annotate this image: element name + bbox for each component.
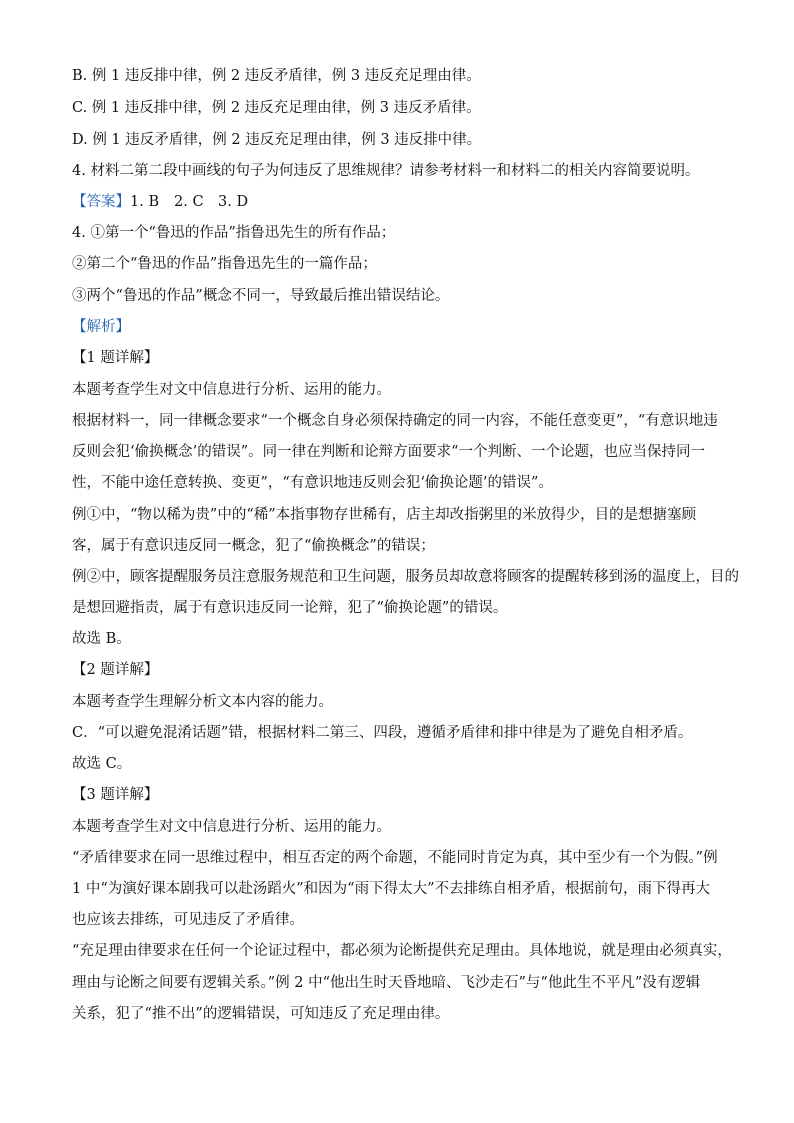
detail-3-line: 1 中“为演好课本剧我可以赴汤蹈火”和因为“雨下得太大”不去排练自相矛盾，根据前句，雨下得再大 — [72, 881, 710, 897]
detail-1-line: 例①中，“物以稀为贵”中的“稀”本指事物存世稀有，店主却改指粥里的米放得少，目的是想搪塞顾 — [72, 507, 697, 523]
answer-q4-line-2: ②第二个“鲁迅的作品”指鲁迅先生的一篇作品； — [72, 256, 377, 272]
detail-1-line: 根据材料一，同一律概念要求“一个概念自身必须保持确定的同一内容，不能任意变更”，“有意识地违 — [72, 413, 718, 429]
detail-3-line: “充足理由律要求在任何一个论证过程中，都必须为论断提供充足理由。具体地说，就是理由必须真实， — [72, 943, 732, 959]
answer-line — [72, 192, 732, 212]
detail-3-line: 理由与论断之间要有逻辑关系。”例 2 中“他出生时天昏地暗、飞沙走石”与“他此生不平凡”没有逻辑 — [72, 975, 701, 991]
detail-1-line: 例②中，顾客提醒服务员注意服务规范和卫生问题，服务员却故意将顾客的提醒转移到汤的温度上，目的 — [72, 569, 739, 585]
option-c: C. 例 1 违反排中律，例 2 违反充足理由律，例 3 违反矛盾律。 — [72, 100, 481, 116]
answer-label: 【答案】 — [72, 194, 130, 210]
detail-2-line: C．“可以避免混淆话题”错，根据材料二第三、四段，遵循矛盾律和排中律是为了避免自相矛盾。 — [72, 725, 693, 741]
option-b: B. 例 1 违反排中律，例 2 违反矛盾律，例 3 违反充足理由律。 — [72, 68, 481, 84]
detail-2-line: 故选 C。 — [72, 756, 132, 772]
detail-1-line: 故选 B。 — [72, 631, 131, 647]
answer-item-2: 2. C — [174, 194, 204, 210]
detail-1-line: 性，不能中途任意转换、变更”，“有意识地违反则会犯‘偷换论题’的错误”。 — [72, 475, 553, 491]
answer-q4-line-1: 4. ①第一个“鲁迅的作品”指鲁迅先生的所有作品； — [72, 225, 396, 241]
detail-2-line: 本题考查学生理解分析文本内容的能力。 — [72, 694, 333, 710]
detail-1-line: 是想回避指责，属于有意识违反同一论辩，犯了“偷换论题”的错误。 — [72, 600, 508, 616]
analysis-label: 【解析】 — [72, 319, 130, 335]
answer-q4-line-3: ③两个“鲁迅的作品”概念不同一，导致最后推出错误结论。 — [72, 288, 450, 304]
answer-item-3: 3. D — [218, 194, 249, 210]
detail-1-title: 【1 题详解】 — [72, 350, 159, 366]
detail-1-line: 本题考查学生对文中信息进行分析、运用的能力。 — [72, 382, 391, 398]
question-4: 4. 材料二第二段中画线的句子为何违反了思维规律？请参考材料一和材料二的相关内容简要说明。 — [72, 163, 700, 179]
detail-1-line: 反则会犯‘偷换概念’的错误”。同一律在判断和论辩方面要求“一个判断、一个论题，也应当保持同一 — [72, 444, 706, 460]
detail-2-title: 【2 题详解】 — [72, 662, 159, 678]
detail-3-line: 关系，犯了“推不出”的逻辑错误，可知违反了充足理由律。 — [72, 1006, 450, 1022]
option-d: D. 例 1 违反矛盾律，例 2 违反充足理由律，例 3 违反排中律。 — [72, 132, 482, 148]
detail-3-line: 本题考查学生对文中信息进行分析、运用的能力。 — [72, 819, 391, 835]
detail-3-title: 【3 题详解】 — [72, 787, 159, 803]
detail-3-line: “矛盾律要求在同一思维过程中，相互否定的两个命题，不能同时肯定为真，其中至少有一个为假。”例 — [72, 850, 718, 866]
detail-3-line: 也应该去排练，可见违反了矛盾律。 — [72, 912, 304, 928]
answer-item-1: 1. B — [130, 194, 160, 210]
detail-1-line: 客，属于有意识违反同一概念，犯了“偷换概念”的错误； — [72, 538, 435, 554]
